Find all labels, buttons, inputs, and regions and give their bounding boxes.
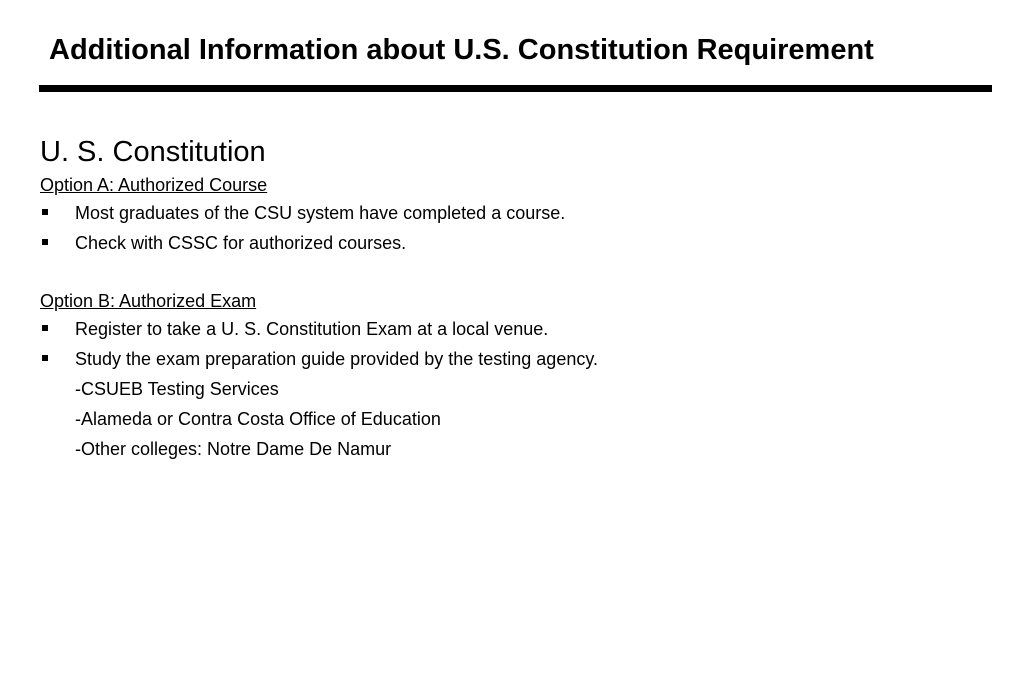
square-bullet-icon	[42, 209, 48, 215]
square-bullet-icon	[42, 325, 48, 331]
square-bullet-icon	[42, 239, 48, 245]
list-item	[40, 228, 980, 258]
slide-title: Additional Information about U.S. Constitution Requirement	[49, 34, 874, 66]
list-item-text: Check with CSSC for authorized courses.	[75, 233, 407, 253]
title-underline-rule	[39, 85, 992, 92]
option-a-heading: Option A: Authorized Course	[40, 175, 268, 195]
square-bullet-icon	[42, 355, 48, 361]
section-heading: U. S. Constitution	[40, 136, 266, 168]
list-item-text: Study the exam preparation guide provided by the testing agency.	[75, 349, 599, 369]
list-item	[40, 198, 980, 228]
option-b-heading: Option B: Authorized Exam	[40, 291, 257, 311]
option-b-bullet-list	[40, 314, 980, 374]
slide-content	[40, 134, 980, 464]
spacer	[40, 258, 980, 288]
sub-item: -CSUEB Testing Services	[75, 379, 279, 399]
sub-item: -Other colleges: Notre Dame De Namur	[75, 439, 392, 459]
list-item-text: Register to take a U. S. Constitution Exam at a local venue.	[75, 319, 549, 339]
option-a-bullet-list	[40, 198, 980, 258]
list-item	[40, 344, 980, 374]
list-item	[40, 314, 980, 344]
sub-item: -Alameda or Contra Costa Office of Education	[75, 409, 441, 429]
list-item-text: Most graduates of the CSU system have completed a course.	[75, 203, 566, 223]
